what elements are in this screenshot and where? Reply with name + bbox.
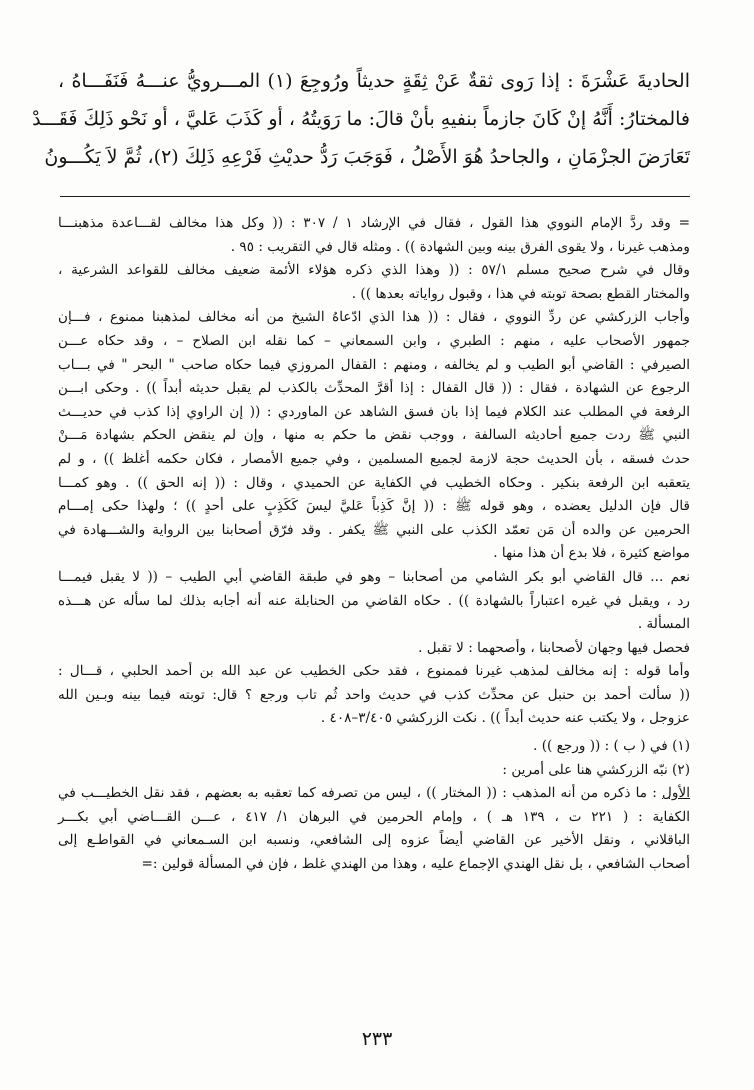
footnote-line: أصحاب الشافعي ، بل نقل الهندي الإجماع عليه ، وهذا من الهندي غلط ، فإن في المسألة قولين :=: [141, 856, 690, 873]
footnote-line: الرجوع عن الشهادة ، فقال : (( قال القفال : إذا أقرَّ المحدِّث بالكذب لم يقبل حديثه أبداً )) . وحكى ابـــن: [58, 380, 690, 397]
page-number: ٢٣٣: [361, 1028, 393, 1050]
footnote-line: والمختار القطع بصحة توبته في هذا ، وقبول رواياته بعدها )) .: [351, 285, 690, 302]
footnote-line: = وقد ردَّ الإمام النووي هذا القول ، فقال في الإرشاد ١ / ٣٠٧ : (( وكل هذا مخالف لقـــاعدة مذهبنـــا: [58, 215, 690, 231]
footnotes: [58, 212, 690, 877]
footnote-line: الحرمين عن والده أن مَن تعمّد الكذب على النبي ﷺ يكفر . وقد فرّق أصحابنا بين الرواية والشـــهادة في: [58, 521, 690, 538]
footnote-line: الكفاية : ( ٢٢١ ت ، ١٣٩ هـ ) ، وإمام الحرمين في البرهان ١/ ٤١٧ ، عـــن القـــاضي أبي بكـــر: [58, 808, 690, 825]
footnote-line: يتعقبه ابن الرفعة بنكير . وحكاه الخطيب في الكفاية عن الحميدي ، وقال : (( إنه الحق )) . وهو كمـــا: [58, 474, 690, 491]
footnote-separator: [60, 196, 690, 197]
first-point-text: : ما ذكره من أنه المذهب : (( المختار )) ، ليس من تصرفه كما تعقبه به بعضهم ، فقد نقل الخطيـــب في: [58, 785, 663, 802]
footnote-line: جمهور الأصحاب عليه ، منهم : الطبري ، وابن السمعاني – كما نقله ابن الصلاح – ، وقد حكاه عـــن: [58, 332, 690, 349]
footnote-line: المسألة .: [637, 616, 690, 633]
footnote-line: الرفعة في المطلب عند الكلام فيما إذا بان فسق الشاهد عن الماوردي : (( إن الراوي إذا كذب في حديـــث: [58, 403, 690, 420]
footnote-line: حدث فسقه ، بأن الحديث حجة لازمة لجميع المسلمين ، وفي جميع الأمصار ، فكان حكمه أغلظ )) ، و لم: [58, 450, 690, 467]
footnote-line: [58, 782, 690, 806]
footnote-line: ومذهب غيرنا ، ولا يقوى الفرق بينه وبين الشهادة )) . ومثله قال في التقريب : ٩٥ .: [230, 238, 690, 255]
footnote-line: وأجاب الزركشي عن ردِّ النووي ، فقال : (( هذا الذي ادّعاهُ الشيخ من أنه مخالف لمذهبنا ممنوع ، فـــإن: [58, 309, 690, 326]
footnote-line: وأما قوله : إنه مخالف لمذهب غيرنا فممنوع ، فقد حكى الخطيب عن عبد الله بن أحمد الحلبي ، قـــال :: [58, 663, 690, 680]
footnote-line: نعم ... قال القاضي أبو بكر الشامي من أصحابنا – وهو في طبقة القاضي أبي الطيب – (( لا يقبل فيمـــا: [58, 568, 690, 585]
main-line: تَعَارَضَ الجزْمَانِ ، والجاحدُ هُوَ الأَصْلُ ، فَوَجَبَ رَدُّ حديْثِ فَرْعِهِ ذَلِكَ (٢)، ثُمَّ لاَ يَكُـــونُ: [44, 146, 690, 168]
footnote-line: مواضع كثيرة ، فلا بدع أن هذا منها .: [493, 545, 690, 562]
footnote-line: الباقلاني ، ونقل الأخير عن القاضي أيضاً عزوه إلى الشافعي، ونسبه ابن السـمعاني في القواطـع إلى: [58, 832, 690, 849]
first-point-label: الأول: [662, 785, 690, 802]
footnote-line: عزوجل ، ولا يكتب عنه حديث أبداً )) . نكت الزركشي ٣/٤٠٥–٤٠٨ .: [320, 710, 690, 727]
main-text: [32, 62, 691, 176]
footnote-2: (٢) نبّه الزركشي هنا على أمرين :: [502, 761, 690, 778]
footnote-1: (١) في ( ب ) : (( ورجع )) .: [533, 738, 690, 755]
footnote-line: الصيرفي : القاضي أبو الطيب و لم يخالفه ، ومنهم : القفال المروزي فيما حكاه صاحب " البحر " في بـــاب: [58, 356, 690, 373]
footnote-line: وقال في شرح صحيح مسلم ٥٧/١ : (( وهذا الذي ذكره هؤلاء الأئمة ضعيف مخالف للقواعد الشرعية ،: [58, 262, 690, 279]
footnote-line: قال فإن الدليل يعضده ، وهو قوله ﷺ : (( إنَّ كَذِباً عَليَّ ليسَ كَكَذِبٍ على أحدٍ )) ؛ ولهذا حكى إمـــام: [58, 498, 690, 515]
main-line: فالمختارُ: أَنَّهُ إنْ كَانَ جازماً بنفيهِ بأنْ قالَ: ما رَوَيتُهُ ، أو كَذَبَ عَليَّ ، أو نَحْو ذَلِكَ فَقَـــدْ: [32, 108, 690, 130]
main-line: الحاديةَ عَشْرَةَ : إذا رَوى ثقةٌ عَنْ ثِقَةٍ حديثاً ورُوجِعَ (١) المـــرويُّ عنـــهُ فَنَفَـــاهُ ،: [58, 70, 691, 92]
footnote-line: (( سألت أحمد بن حنبل عن محدِّث كذب في حديث واحد ثُم تاب ورجع ؟ قال: توبته فيما بينه وبـين الله: [58, 686, 690, 703]
footnote-line: رد ، ويقبل في غيره اعتباراً بالشهادة )) . حكاه القاضي من الحنابلة عنه أنه أجابه بذلك لما سأله عن هـــذه: [58, 592, 690, 609]
footnote-line: فحصل فيها وجهان لأصحابنا ، وأصحهما : لا تقبل .: [418, 639, 690, 656]
footnote-line: النبي ﷺ ردت جميع أحاديثه السالفة ، ووجب نقض ما حكم به منها ، وإن لم ينقض الحكم بشهادة مَـــنْ: [58, 427, 690, 444]
